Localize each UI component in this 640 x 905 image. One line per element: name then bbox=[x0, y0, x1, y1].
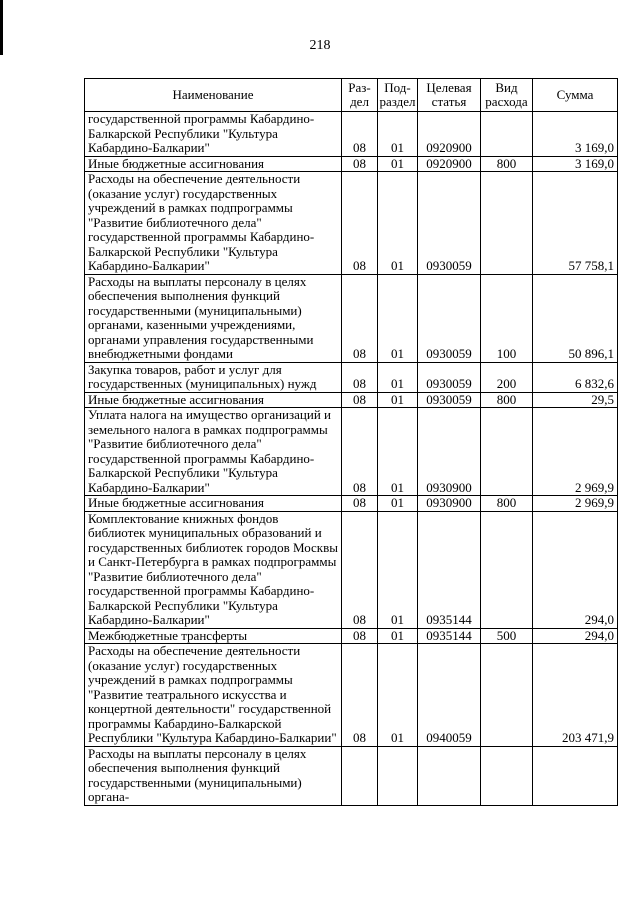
cell-podrazdel: 01 bbox=[378, 392, 418, 408]
cell-podrazdel: 01 bbox=[378, 496, 418, 512]
cell-vid: 800 bbox=[481, 392, 533, 408]
cell-sum: 2 969,9 bbox=[533, 496, 618, 512]
cell-target: 0930059 bbox=[418, 172, 481, 275]
cell-target: 0930059 bbox=[418, 362, 481, 392]
cell-podrazdel: 01 bbox=[378, 628, 418, 644]
cell-vid: 500 bbox=[481, 628, 533, 644]
cell-name: Закупка товаров, работ и услуг для государственных (муниципальных) нужд bbox=[85, 362, 342, 392]
cell-vid: 800 bbox=[481, 496, 533, 512]
table-row bbox=[85, 392, 618, 408]
cell-podrazdel: 01 bbox=[378, 274, 418, 362]
cell-razdel: 08 bbox=[342, 511, 378, 628]
cell-sum: 2 969,9 bbox=[533, 408, 618, 496]
table-row bbox=[85, 628, 618, 644]
cell-target: 0935144 bbox=[418, 628, 481, 644]
table-row bbox=[85, 644, 618, 747]
header-sum: Сумма bbox=[533, 79, 618, 112]
cell-sum: 294,0 bbox=[533, 511, 618, 628]
header-razdel: Раз-дел bbox=[342, 79, 378, 112]
cell-razdel: 08 bbox=[342, 156, 378, 172]
cell-podrazdel: 01 bbox=[378, 644, 418, 747]
cell-podrazdel bbox=[378, 746, 418, 805]
table-row bbox=[85, 511, 618, 628]
cell-podrazdel: 01 bbox=[378, 362, 418, 392]
cell-name: Расходы на обеспечение деятельности (оказание услуг) государственных учреждений в рамках подпрограммы "Развитие театрального искусства и концертной деятельности" государственной программы Кабардино-Балкарской Республики "Культура Кабардино-Балкарии" bbox=[85, 644, 342, 747]
cell-vid: 800 bbox=[481, 156, 533, 172]
cell-sum: 3 169,0 bbox=[533, 112, 618, 157]
header-name: Наименование bbox=[85, 79, 342, 112]
cell-razdel: 08 bbox=[342, 628, 378, 644]
cell-vid: 100 bbox=[481, 274, 533, 362]
cell-sum: 294,0 bbox=[533, 628, 618, 644]
cell-target: 0930900 bbox=[418, 496, 481, 512]
cell-razdel: 08 bbox=[342, 644, 378, 747]
table-row bbox=[85, 156, 618, 172]
cell-vid bbox=[481, 644, 533, 747]
cell-sum: 50 896,1 bbox=[533, 274, 618, 362]
cell-podrazdel: 01 bbox=[378, 511, 418, 628]
table-row bbox=[85, 496, 618, 512]
cell-podrazdel: 01 bbox=[378, 172, 418, 275]
cell-sum: 203 471,9 bbox=[533, 644, 618, 747]
cell-razdel: 08 bbox=[342, 362, 378, 392]
budget-table bbox=[84, 78, 618, 806]
cell-razdel: 08 bbox=[342, 274, 378, 362]
cell-vid bbox=[481, 112, 533, 157]
cell-sum bbox=[533, 746, 618, 805]
cell-sum: 3 169,0 bbox=[533, 156, 618, 172]
cell-target: 0930900 bbox=[418, 408, 481, 496]
cell-vid bbox=[481, 172, 533, 275]
cell-target bbox=[418, 746, 481, 805]
cell-target: 0920900 bbox=[418, 112, 481, 157]
cell-razdel: 08 bbox=[342, 496, 378, 512]
header-podrazdel: Под-раздел bbox=[378, 79, 418, 112]
cell-name: Расходы на выплаты персоналу в целях обеспечения выполнения функций государственными (муниципальными) органами, казенными учреждениями, органами управления государственными внебюджетными фондами bbox=[85, 274, 342, 362]
cell-sum: 57 758,1 bbox=[533, 172, 618, 275]
cell-razdel: 08 bbox=[342, 392, 378, 408]
cell-razdel: 08 bbox=[342, 172, 378, 275]
cell-name: Иные бюджетные ассигнования bbox=[85, 392, 342, 408]
header-vid: Вид расхода bbox=[481, 79, 533, 112]
cell-podrazdel: 01 bbox=[378, 408, 418, 496]
cell-name: Расходы на обеспечение деятельности (оказание услуг) государственных учреждений в рамках подпрограммы "Развитие библиотечного дела" государственной программы Кабардино-Балкарской Республики "Культура Кабардино-Балкарии" bbox=[85, 172, 342, 275]
cell-vid bbox=[481, 511, 533, 628]
cell-name: Межбюджетные трансферты bbox=[85, 628, 342, 644]
table-row bbox=[85, 746, 618, 805]
table-row bbox=[85, 362, 618, 392]
cell-razdel: 08 bbox=[342, 408, 378, 496]
cell-name: государственной программы Кабардино-Балкарской Республики "Культура Кабардино-Балкарии" bbox=[85, 112, 342, 157]
cell-name: Иные бюджетные ассигнования bbox=[85, 496, 342, 512]
table-header-row bbox=[85, 79, 618, 112]
cell-sum: 29,5 bbox=[533, 392, 618, 408]
page-number: 218 bbox=[309, 38, 331, 53]
cell-sum: 6 832,6 bbox=[533, 362, 618, 392]
header-target: Целевая статья bbox=[418, 79, 481, 112]
cell-name: Уплата налога на имущество организаций и земельного налога в рамках подпрограммы "Развитие библиотечного дела" государственной программы Кабардино-Балкарской Республики "Культура Кабардино-Балкарии" bbox=[85, 408, 342, 496]
cell-target: 0935144 bbox=[418, 511, 481, 628]
cell-podrazdel: 01 bbox=[378, 112, 418, 157]
cell-razdel: 08 bbox=[342, 112, 378, 157]
cell-podrazdel: 01 bbox=[378, 156, 418, 172]
cell-name: Иные бюджетные ассигнования bbox=[85, 156, 342, 172]
cell-name: Комплектование книжных фондов библиотек муниципальных образований и государственных библиотек городов Москвы и Санкт-Петербурга в рамках подпрограммы "Развитие библиотечного дела" государственной программы Кабардино-Балкарской Республики "Культура Кабардино-Балкарии" bbox=[85, 511, 342, 628]
cell-target: 0930059 bbox=[418, 392, 481, 408]
cell-target: 0940059 bbox=[418, 644, 481, 747]
cell-vid bbox=[481, 746, 533, 805]
cell-target: 0930059 bbox=[418, 274, 481, 362]
table-row bbox=[85, 274, 618, 362]
cell-target: 0920900 bbox=[418, 156, 481, 172]
cell-razdel bbox=[342, 746, 378, 805]
table-row bbox=[85, 112, 618, 157]
table-row bbox=[85, 172, 618, 275]
table-row bbox=[85, 408, 618, 496]
table-body bbox=[85, 112, 618, 806]
cell-vid bbox=[481, 408, 533, 496]
cell-name: Расходы на выплаты персоналу в целях обеспечения выполнения функций государственными (муниципальными) органа- bbox=[85, 746, 342, 805]
cell-vid: 200 bbox=[481, 362, 533, 392]
